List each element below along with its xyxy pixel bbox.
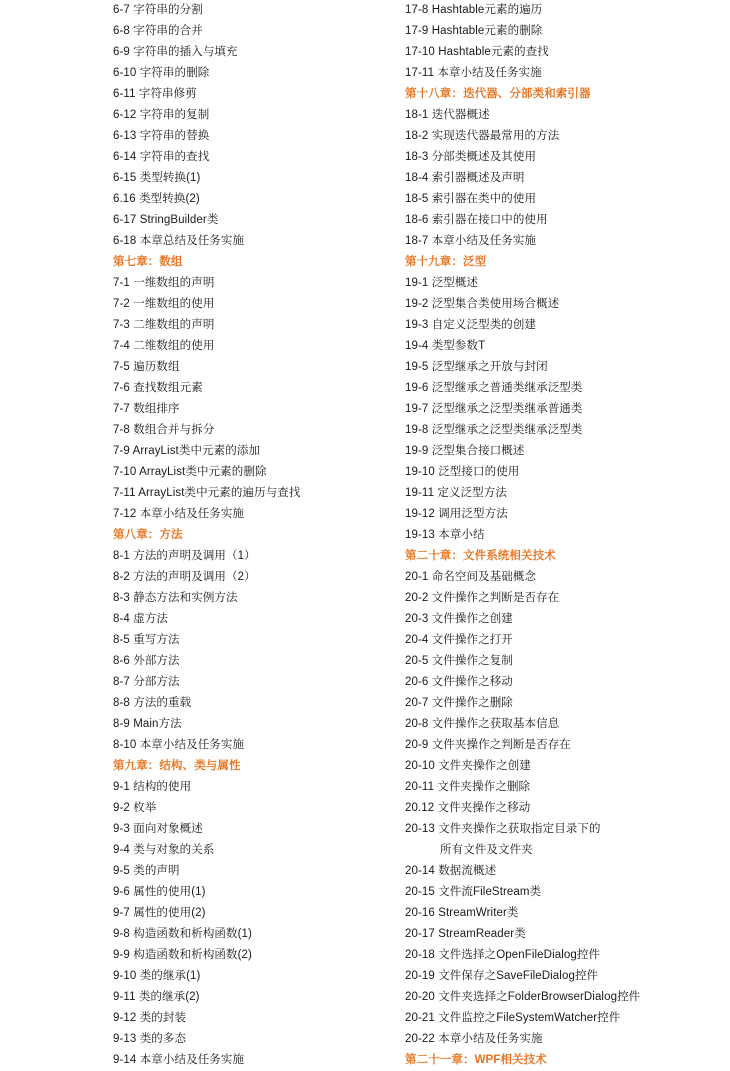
toc-entry: 19-10 泛型接口的使用 (405, 466, 520, 478)
toc-entry: 9-14 本章小结及任务实施 (113, 1054, 245, 1066)
toc-entry: 20-6 文件操作之移动 (405, 676, 513, 688)
toc-entry: 7-7 数组排序 (113, 403, 180, 415)
toc-entry: 6-13 字符串的替换 (113, 130, 210, 142)
toc-entry: 19-5 泛型继承之开放与封闭 (405, 361, 548, 373)
toc-entry: 20-22 本章小结及任务实施 (405, 1033, 543, 1045)
toc-entry: 8-8 方法的重载 (113, 697, 192, 709)
toc-entry: 9-2 枚举 (113, 802, 157, 814)
toc-entry: 9-5 类的声明 (113, 865, 180, 877)
toc-entry: 9-1 结构的使用 (113, 781, 192, 793)
chapter-heading: 第七章：数组 (113, 256, 183, 268)
toc-entry: 9-12 类的封装 (113, 1012, 187, 1024)
toc-entry: 18-1 迭代器概述 (405, 109, 490, 121)
toc-entry: 18-4 索引器概述及声明 (405, 172, 525, 184)
toc-entry: 18-6 索引器在接口中的使用 (405, 214, 548, 226)
toc-entry: 19-9 泛型集合接口概述 (405, 445, 525, 457)
toc-entry: 7-6 查找数组元素 (113, 382, 203, 394)
toc-entry: 17-8 Hashtable元素的遍历 (405, 4, 543, 16)
toc-entry: 20-4 文件操作之打开 (405, 634, 513, 646)
toc-entry: 8-10 本章小结及任务实施 (113, 739, 245, 751)
toc-entry: 6-10 字符串的删除 (113, 67, 210, 79)
toc-entry: 17-11 本章小结及任务实施 (405, 67, 542, 79)
toc-entry: 8-1 方法的声明及调用（1） (113, 550, 256, 562)
toc-entry: 9-11 类的继承(2) (113, 991, 200, 1003)
toc-entry: 19-2 泛型集合类使用场合概述 (405, 298, 560, 310)
toc-entry: 7-2 一维数组的使用 (113, 298, 215, 310)
toc-entry: 6-17 StringBuilder类 (113, 214, 219, 226)
chapter-heading: 第十八章：迭代器、分部类和索引器 (405, 88, 591, 100)
toc-entry: 20-13 文件夹操作之获取指定目录下的 (405, 823, 601, 835)
toc-entry: 20-19 文件保存之SaveFileDialog控件 (405, 970, 599, 982)
toc-entry: 6-18 本章总结及任务实施 (113, 235, 245, 247)
toc-entry: 20-18 文件选择之OpenFileDialog控件 (405, 949, 601, 961)
toc-entry: 19-4 类型参数T (405, 340, 486, 352)
toc-entry: 6-9 字符串的插入与填充 (113, 46, 238, 58)
toc-entry: 20-21 文件监控之FileSystemWatcher控件 (405, 1012, 621, 1024)
toc-entry: 7-11 ArrayList类中元素的遍历与查找 (113, 487, 301, 499)
toc-entry: 19-1 泛型概述 (405, 277, 479, 289)
toc-entry: 8-3 静态方法和实例方法 (113, 592, 238, 604)
toc-entry: 20-11 文件夹操作之删除 (405, 781, 531, 793)
toc-entry: 19-13 本章小结 (405, 529, 485, 541)
toc-right-column (405, 0, 725, 1071)
toc-entry: 19-11 定义泛型方法 (405, 487, 507, 499)
chapter-heading: 第十九章：泛型 (405, 256, 487, 268)
chapter-heading: 第九章：结构、类与属性 (113, 760, 241, 772)
toc-entry: 18-7 本章小结及任务实施 (405, 235, 537, 247)
toc-entry: 8-9 Main方法 (113, 718, 182, 730)
toc-entry: 19-12 调用泛型方法 (405, 508, 508, 520)
toc-entry: 8-4 虚方法 (113, 613, 169, 625)
toc-entry: 7-1 一维数组的声明 (113, 277, 215, 289)
toc-entry: 9-4 类与对象的关系 (113, 844, 215, 856)
toc-entry: 6-15 类型转换(1) (113, 172, 201, 184)
toc-entry: 9-7 属性的使用(2) (113, 907, 206, 919)
toc-entry: 6.16 类型转换(2) (113, 193, 200, 205)
toc-entry: 20-5 文件操作之复制 (405, 655, 513, 667)
chapter-heading: 第八章：方法 (113, 529, 183, 541)
toc-entry: 19-7 泛型继承之泛型类继承普通类 (405, 403, 583, 415)
chapter-heading: 第二十一章：WPF相关技术 (405, 1054, 547, 1066)
toc-entry: 7-10 ArrayList类中元素的删除 (113, 466, 267, 478)
toc-entry: 6-11 字符串修剪 (113, 88, 197, 100)
toc-entry: 7-8 数组合并与拆分 (113, 424, 215, 436)
toc-entry: 7-9 ArrayList类中元素的添加 (113, 445, 261, 457)
toc-entry: 19-8 泛型继承之泛型类继承泛型类 (405, 424, 583, 436)
toc-entry: 17-10 Hashtable元素的查找 (405, 46, 549, 58)
toc-entry: 20.12 文件夹操作之移动 (405, 802, 531, 814)
toc-entry: 20-16 StreamWriter类 (405, 907, 519, 919)
toc-entry: 18-2 实现迭代器最常用的方法 (405, 130, 560, 142)
toc-entry: 20-14 数据流概述 (405, 865, 497, 877)
chapter-heading: 第二十章：文件系统相关技术 (405, 550, 556, 562)
toc-entry: 9-9 构造函数和析构函数(2) (113, 949, 252, 961)
toc-entry: 17-9 Hashtable元素的删除 (405, 25, 543, 37)
toc-entry: 20-8 文件操作之获取基本信息 (405, 718, 560, 730)
toc-entry: 20-7 文件操作之删除 (405, 697, 513, 709)
toc-entry: 7-3 二维数组的声明 (113, 319, 215, 331)
toc-entry: 9-3 面向对象概述 (113, 823, 203, 835)
toc-entry: 6-7 字符串的分割 (113, 4, 203, 16)
toc-entry: 19-3 自定义泛型类的创建 (405, 319, 537, 331)
toc-left-column (113, 0, 383, 1071)
toc-entry: 7-5 遍历数组 (113, 361, 180, 373)
toc-entry: 20-20 文件夹选择之FolderBrowserDialog控件 (405, 991, 641, 1003)
toc-entry: 18-5 索引器在类中的使用 (405, 193, 537, 205)
toc-entry: 20-9 文件夹操作之判断是否存在 (405, 739, 571, 751)
toc-entry: 7-12 本章小结及任务实施 (113, 508, 245, 520)
toc-entry: 20-10 文件夹操作之创建 (405, 760, 532, 772)
toc-entry: 所有文件及文件夹 (440, 844, 533, 856)
toc-entry: 9-10 类的继承(1) (113, 970, 201, 982)
toc-entry: 9-6 属性的使用(1) (113, 886, 206, 898)
toc-entry: 8-2 方法的声明及调用（2） (113, 571, 256, 583)
toc-entry: 20-15 文件流FileStream类 (405, 886, 542, 898)
toc-entry: 6-8 字符串的合并 (113, 25, 203, 37)
toc-entry: 8-7 分部方法 (113, 676, 180, 688)
toc-entry: 20-17 StreamReader类 (405, 928, 526, 940)
toc-entry: 9-8 构造函数和析构函数(1) (113, 928, 252, 940)
toc-entry: 7-4 二维数组的使用 (113, 340, 215, 352)
toc-entry: 20-2 文件操作之判断是否存在 (405, 592, 560, 604)
toc-entry: 20-3 文件操作之创建 (405, 613, 513, 625)
toc-entry: 19-6 泛型继承之普通类继承泛型类 (405, 382, 583, 394)
toc-entry: 8-5 重写方法 (113, 634, 180, 646)
toc-entry: 20-1 命名空间及基础概念 (405, 571, 537, 583)
toc-entry: 6-14 字符串的查找 (113, 151, 210, 163)
toc-entry: 8-6 外部方法 (113, 655, 180, 667)
toc-entry: 18-3 分部类概述及其使用 (405, 151, 537, 163)
toc-entry: 9-13 类的多态 (113, 1033, 187, 1045)
toc-entry: 6-12 字符串的复制 (113, 109, 210, 121)
